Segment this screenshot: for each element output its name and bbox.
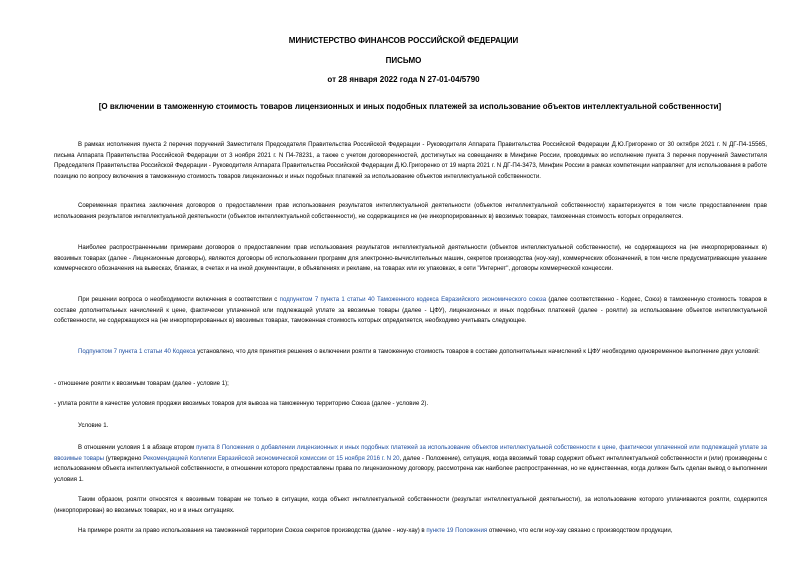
paragraph-2: Современная практика заключения договоров о предоставлении прав использования результатов интеллектуальной деятельности (объектов интеллектуальной собственности) характеризуется в том числе предоставлением прав использования результатов интеллектуальной деятельности (объектов интеллектуальной собственности), не содержащихся не (не инкорпорированных в) ввозимых товарах, таможенная стоимость которых определяется. [54, 202, 767, 220]
paragraph-condition-1-heading: Условие 1. [78, 422, 109, 429]
paragraph-8: На примере роялти за право использования на таможенной территории Союза секретов производства (далее - ноу-хау) в пункте 19 Положения отмечено, что если ноу-хау связано с производством продукции, [78, 527, 673, 534]
paragraph-condition-2: - уплата роялти в качестве условия продажи ввозимых товаров для вывоза на таможенную территорию Союза (далее - условие 2). [54, 400, 429, 407]
paragraph-condition-1: - отношение роялти к ввозимым товарам (далее - условие 1); [54, 380, 229, 387]
document-date-number: от 28 января 2022 года N 27-01-04/5790 [327, 75, 480, 84]
paragraph-6: В отношении условия 1 в абзаце втором пункта 8 Положения о добавлении лицензионных и иных подобных платежей за использование объектов интеллектуальной собственности к цене, фактически уплаченной или подлежащей уплате за ввозимые товары (утверждено Рекомендацией Коллегии Евразийской экономической комиссии от 15 ноября 2016 г. N 20, далее - Положение), ситуация, когда ввозимый товар содержит объект интеллектуальной собственности и (или) произведены с использованием объекта интеллектуальной собственности, в отношении которого предоставлены права по лицензионному договору, рассмотрена как наиболее распространенная, но не единственная, когда должен быть сделан вывод о выполнении условия 1. [54, 444, 768, 483]
paragraph-1: В рамках исполнения пункта 2 перечня поручений Заместителя Председателя Правительства Российской Федерации - Руководителя Аппарата Правительства Российской Федерации Д.Ю.Григоренко от 30 октября 2021 г. N ДГ-П4-15565, письма Аппарата Правительства Российской Федерации от 3 ноября 2021 г. N П4-78231, а также с учетом договоренностей, достигнутых на совещаниях в Минфине России, проводимых во исполнение пункта 3 перечня поручений Заместителя Председателя Правительства Российской Федерации - Руководителя Аппарата Правительства Российской Федерации Д.Ю.Григоренко от 19 марта 2021 г. N ДГ-П4-3473, Минфин России в рамках компетенции направляет для использования в работе позицию по вопросу включения в таможенную стоимость товаров лицензионных и иных подобных платежей за использование объектов интеллектуальной собственности. [54, 141, 767, 180]
document-subject: [О включении в таможенную стоимость товаров лицензионных и иных подобных платежей за использование объектов интеллектуальной собственности] [98, 102, 722, 111]
paragraph-4: При решении вопроса о необходимости включения в соответствии с подпунктом 7 пункта 1 статьи 40 Таможенного кодекса Евразийского экономического союза (далее соответственно - Кодекс, Союз) в таможенную стоимость товаров в составе дополнительных начислений к цене, фактически уплаченной или подлежащей уплате за ввозимые товары (далее - ЦФУ), лицензионных и иных подобных платежей (далее - роялти) за использование объектов интеллектуальной собственности, не содержащихся на (не инкорпорированных в) ввозимых товарах, таможенная стоимость которых определяется, необходимо учитывать следующее. [54, 296, 768, 324]
link-regulation-point-8[interactable]: пункта 8 Положения о добавлении лицензионных и иных подобных платежей за использование объектов интеллектуальной собственности к цене, фактически уплаченной или подлежащей уплате за ввозимые товары [54, 444, 767, 462]
link-tk-eaes-article-40[interactable]: подпунктом 7 пункта 1 статьи 40 Таможенного кодекса Евразийского экономического союза [279, 296, 547, 303]
paragraph-7: Таким образом, роялти относятся к ввозимым товарам не только в ситуации, когда объект интеллектуальной собственности (результат интеллектуальной деятельности), за использование которого уплачиваются роялти, содержится (инкорпорирован) во ввозимых товарах, но и в иных ситуациях. [54, 496, 767, 514]
document-type: ПИСЬМО [385, 56, 422, 65]
paragraph-5: Подпунктом 7 пункта 1 статьи 40 Кодекса установлено, что для принятия решения о включении роялти в таможенную стоимость товаров в составе дополнительных начислений к ЦФУ необходимо одновременное выполнение двух условий: [78, 348, 760, 355]
link-eec-recommendation[interactable]: Рекомендацией Коллегии Евразийской экономической комиссии от 15 ноября 2016 г. N 20 [143, 454, 400, 462]
link-code-article-40[interactable]: Подпунктом 7 пункта 1 статьи 40 Кодекса [78, 348, 196, 355]
ministry-heading: МИНИСТЕРСТВО ФИНАНСОВ РОССИЙСКОЙ ФЕДЕРАЦИИ [288, 36, 519, 45]
paragraph-3: Наиболее распространенными примерами договоров о предоставлении прав использования результатов интеллектуальной деятельности (объектов интеллектуальной собственности), не содержащихся на (не инкорпорированных в) ввозимых товарах (далее - Лицензионные договоры), являются договоры об использовании программ для электронно-вычислительных машин, секретов производства (ноу-хау), коммерческих обозначений, в том числе предусматривающие указание коммерческого обозначения на вывесках, бланках, в счетах и на иной документации, в объявлениях и рекламе, на товарах или их упаковках, в сети "Интернет", договоры коммерческой концессии. [54, 244, 767, 272]
link-regulation-point-19[interactable]: пункте 19 Положения [426, 527, 488, 534]
